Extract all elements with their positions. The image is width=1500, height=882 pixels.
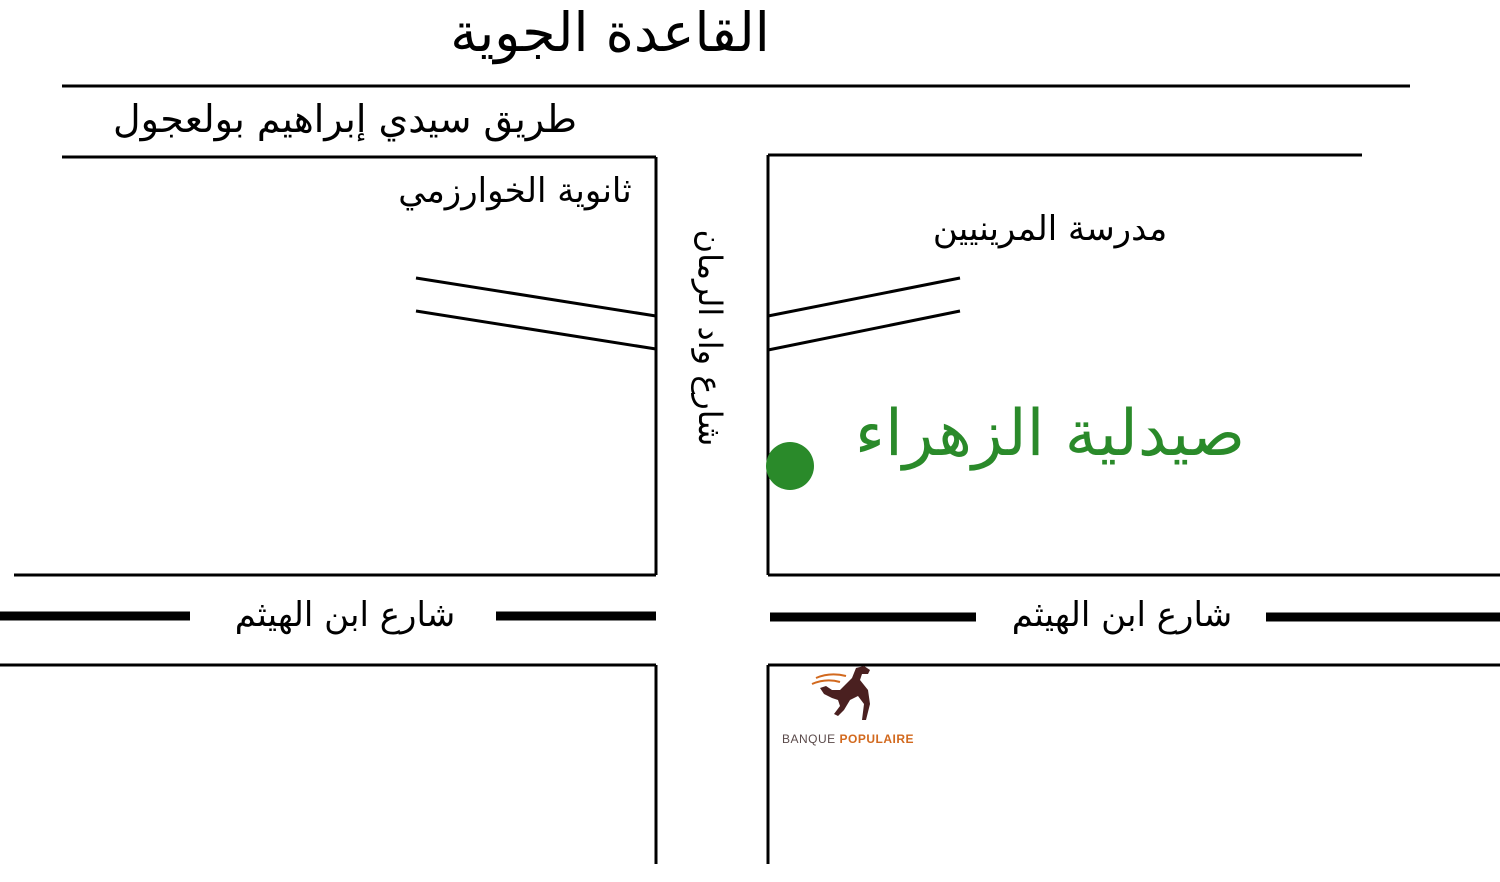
pharmacy-location-marker[interactable] — [766, 442, 814, 490]
school-right-label: مدرسة المرينيين — [932, 209, 1168, 249]
side-lane-right-upper — [768, 278, 960, 316]
bank-name — [782, 732, 914, 746]
side-lane-left-lower — [416, 311, 656, 349]
side-lane-left-upper — [416, 278, 656, 316]
bank-landmark — [780, 664, 950, 748]
side-lane-right-lower — [768, 311, 960, 350]
pharmacy-label: صيدلية الزهراء — [854, 397, 1246, 471]
bank-name-word2: POPULAIRE — [839, 732, 915, 746]
horizontal-street-label-right: شارع ابن الهيثم — [1011, 595, 1233, 635]
horizontal-street-label-left: شارع ابن الهيثم — [234, 595, 456, 635]
horse-icon — [810, 664, 890, 726]
top-road-label: طريق سيدي إبراهيم بولعجول — [112, 97, 578, 141]
vertical-street-text: شارع واد الرمان — [691, 229, 729, 447]
bank-name-word1: BANQUE — [782, 732, 836, 746]
area-title: القاعدة الجوية — [450, 1, 770, 64]
school-left-label: ثانوية الخوارزمي — [398, 171, 632, 211]
